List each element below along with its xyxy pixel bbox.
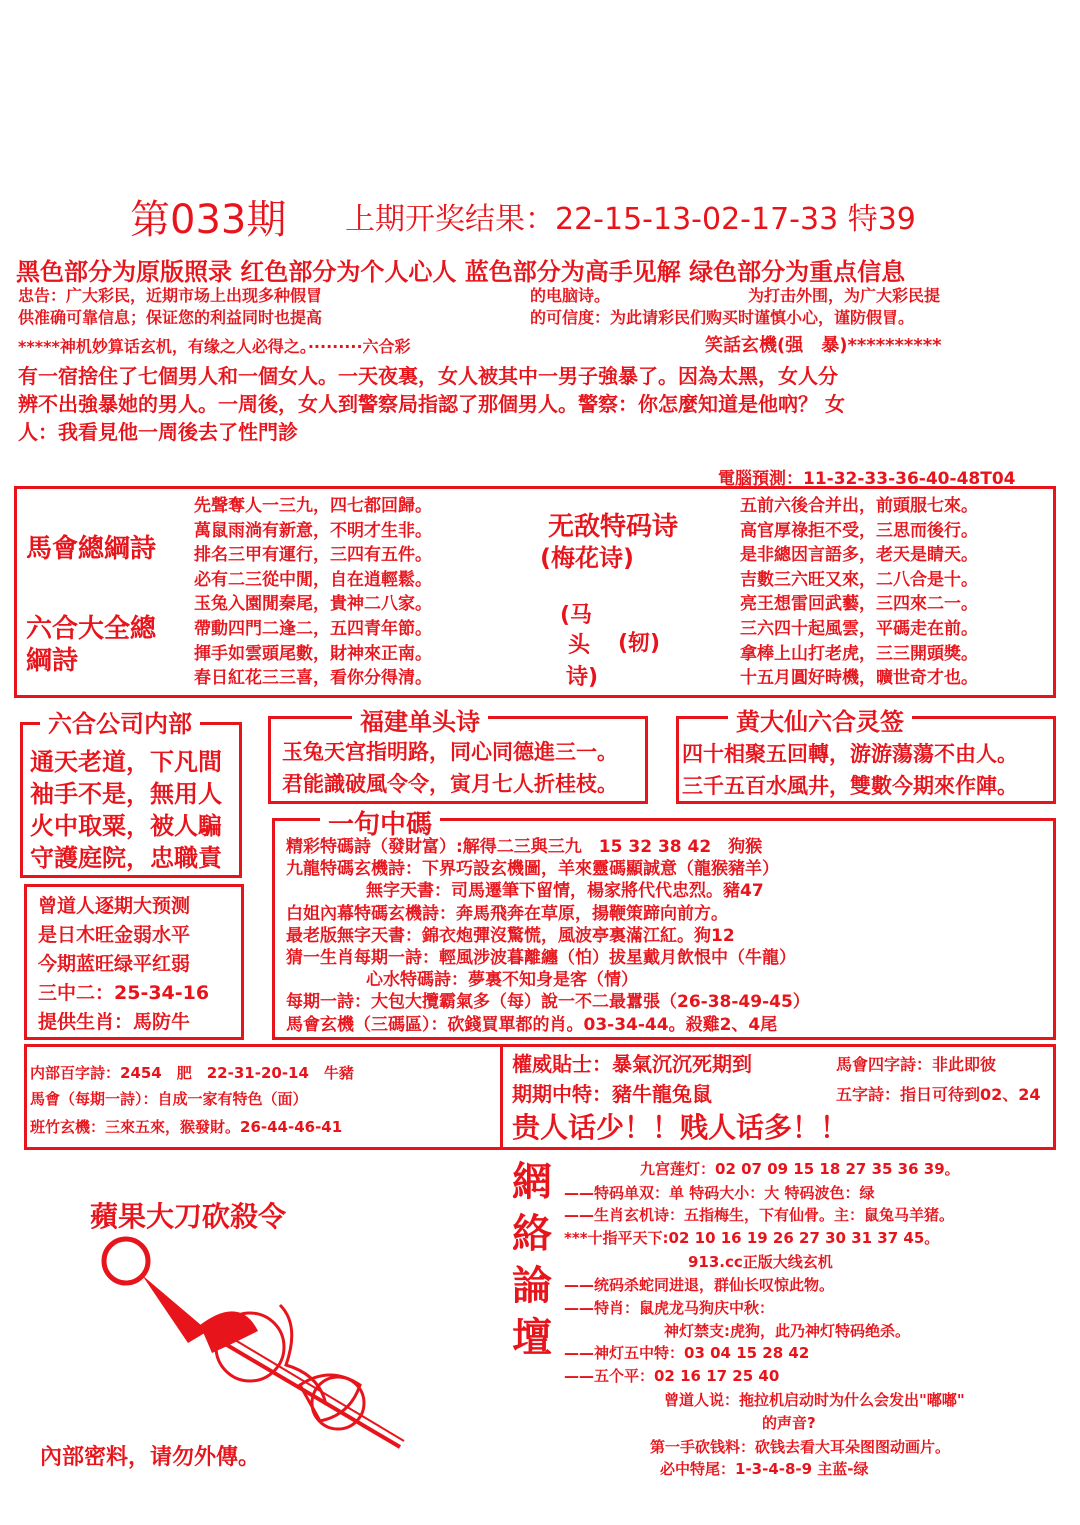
poem-line: 玉兔入園閒秦尾，貴神二八家。 xyxy=(194,594,432,615)
poem-line: 拿棒上山打老虎，三三開頭獎。 xyxy=(740,643,978,664)
inner-line-3: 班竹玄機：三來五來，猴發財。26-44-46-41 xyxy=(30,1118,343,1136)
yiju-line: 無字天書：司馬遷筆下留情，楊家將代代忠烈。豬47 xyxy=(366,881,764,902)
forum-line: ——五个平：02 16 17 25 40 xyxy=(564,1367,780,1385)
forum-line: ——特肖：鼠虎龙马狗庆中秋： xyxy=(564,1299,775,1317)
right-poem xyxy=(740,494,978,691)
poem-line: 揮手如雲頭尾數，財神來正南。 xyxy=(194,643,432,664)
company-line: 通天老道，下凡間 xyxy=(30,748,222,776)
company-title: 六合公司内部 xyxy=(40,704,200,739)
mid-title-2: (梅花诗) xyxy=(540,544,634,572)
huangdaxian-line-2: 三千五百水風井，雙數今期來作陣。 xyxy=(682,774,1018,798)
issue-number: 第033期 xyxy=(130,197,287,243)
huangdaxian-title: 黄大仙六合灵签 xyxy=(728,702,912,737)
knife-footer: 內部密料，请勿外傳。 xyxy=(40,1445,261,1470)
slogan: 贵人话少！！贱人话多！！ xyxy=(512,1111,849,1144)
forum-line: ——特码单双：单 特码大小：大 特码波色：绿 xyxy=(564,1184,875,1202)
joke-line-2: 辨不出強暴她的男人。一周後，女人到警察局指認了那個男人。警察：你怎麼知道是他吶？ 女 xyxy=(18,392,845,416)
notice-line2a: 供准确可靠信息；保证您的利益同时也提高 xyxy=(18,308,323,327)
poem-line: 必有二三從中閒，自在逍輕鬆。 xyxy=(194,569,432,590)
forum-title-char: 網 xyxy=(512,1159,552,1205)
inner-line-2: 馬會（每期一詩）：自成一家有特色（面） xyxy=(30,1090,308,1108)
forum-title xyxy=(512,1156,552,1364)
every-issue-special: 期期中特：豬牛龍兔鼠 xyxy=(512,1082,712,1106)
mid-sub-1: (马 xyxy=(560,603,593,628)
forum-title-char: 絡 xyxy=(512,1211,552,1257)
forum-line: 神灯禁支:虎狗，此乃神灯特码绝杀。 xyxy=(664,1322,911,1340)
forum-line: 913.cc正版大线玄机 xyxy=(688,1253,833,1271)
mid-sub-2: 头 xyxy=(568,633,591,658)
notice-line2b: 的可信度：为此请彩民们购买时谨慎小心，谨防假冒。 xyxy=(530,308,915,327)
huangdaxian-line-1: 四十相聚五回轉，游游蕩蕩不由人。 xyxy=(682,742,1018,766)
forum-line: ——统码杀蛇同进退，群仙长叹惊此物。 xyxy=(564,1276,835,1294)
yiju-line: 最老版無字天書：錦衣炮彈沒驚慌，風波亭裏滿江紅。狗12 xyxy=(286,925,735,946)
forum-line: ***十指平天下:02 10 16 19 26 27 30 31 37 45。 xyxy=(564,1229,940,1247)
forum-line: 第一手砍钱料：砍钱去看大耳朵图图动画片。 xyxy=(650,1438,951,1456)
sword-illustration xyxy=(90,1235,420,1455)
inner-divider xyxy=(500,1044,503,1150)
yiju-line: 猜一生肖每期一詩：輕風涉波暮離纏（怕）拔星戴月飲恨中（牛龍） xyxy=(286,948,796,969)
five-char-poem: 五字詩：指日可待到02、24 xyxy=(836,1085,1041,1104)
fujian-title: 福建单头诗 xyxy=(352,702,488,737)
color-legend: 黑色部分为原版照录 红色部分为个人心人 蓝色部分为高手见解 绿色部分为重点信息 xyxy=(16,258,906,286)
computer-prediction: 電腦預測：11-32-33-36-40-48T04 xyxy=(718,469,1016,489)
yiju-title: 一句中碼 xyxy=(320,804,440,841)
company-line: 袖手不是，無用人 xyxy=(30,780,222,808)
zengdao-lines xyxy=(38,892,209,1037)
yiju-line: 每期一詩：大包大攬霸氣多（每）說一不二最囂張（26-38-49-45） xyxy=(286,992,810,1013)
yiju-line: 心水特碼詩：夢裏不知身是客（情） xyxy=(366,970,638,991)
forum-title-char: 壇 xyxy=(512,1315,552,1361)
forum-line: 的声音? xyxy=(762,1414,816,1432)
poem-line: 帶動四門二逢二，五四青年節。 xyxy=(194,618,432,639)
banner-right: 笑話玄機(强 暴)********** xyxy=(705,335,942,356)
banner-left: *****神机妙算话玄机，有缘之人必得之。·········六合彩 xyxy=(18,337,411,356)
forum-line: 必中特尾：1-3-4-8-9 主蓝-绿 xyxy=(660,1460,869,1478)
poem-label-liuhe: 六合大全總綱詩 xyxy=(26,614,157,676)
mahui-four-char: 馬會四字詩：非此即彼 xyxy=(836,1055,997,1074)
yiju-line: 馬會玄機（三碼區）：砍錢買單都的肖。03-34-44。殺雞2、4尾 xyxy=(286,1014,778,1035)
forum-line: 曾道人说：拖拉机启动时为什么会发出"嘟嘟" xyxy=(664,1391,965,1409)
forum-line: ——生肖玄机诗：五指梅生，下有仙骨。主：鼠兔马羊猪。 xyxy=(564,1206,955,1224)
fujian-line-2: 君能識破風令令，寅月七人折桂枝。 xyxy=(282,772,618,796)
poem-line: 吉數三六旺又來，二八合是十。 xyxy=(740,569,978,590)
mid-sub-3: 诗) xyxy=(566,665,599,690)
poem-label-mahui: 馬會總綱詩 xyxy=(26,534,157,564)
poem-line: 先聲奪人一三九，四七都回歸。 xyxy=(194,496,432,516)
yiju-line: 九龍特碼玄機詩：下界巧設玄機圖，羊來靈碼顯誠意（龍猴豬羊） xyxy=(286,859,779,880)
poem-line: 五前六後合并出，前頭服七來。 xyxy=(740,496,978,516)
poem-line: 春日紅花三三喜，看你分得清。 xyxy=(194,668,432,689)
poem-line: 十五月圓好時機，曠世奇才也。 xyxy=(740,668,978,689)
fujian-line-1: 玉兔天宫指明路，同心同德進三一。 xyxy=(282,740,618,764)
poem-line: 高官厚祿拒不受，三思而後行。 xyxy=(740,520,978,541)
joke-line-1: 有一宿捨住了七個男人和一個女人。一天夜裏，女人被其中一男子強暴了。因為太黑，女人分 xyxy=(18,364,838,388)
joke-line-3: 人：我看見他一周後去了性門診 xyxy=(18,420,298,444)
forum-title-char: 論 xyxy=(512,1263,552,1309)
yiju-line: 白姐內幕特碼玄機詩：奔馬飛奔在草原，揚鞭策蹄向前方。 xyxy=(286,903,728,924)
left-poem xyxy=(194,494,432,691)
yiju-line: 精彩特碼詩（發財富）:解得二三與三九 15 32 38 42 狗猴 xyxy=(286,837,763,857)
last-result: 上期开奖结果：22-15-13-02-17-33 特39 xyxy=(345,202,916,237)
notice-line1c: 为打击外围，为广大彩民提 xyxy=(748,286,941,305)
mid-sub-4: (轫) xyxy=(618,631,661,656)
notice-line1a: 忠告：广大彩民，近期市场上出现多种假冒 xyxy=(18,286,323,305)
yiju-lines xyxy=(286,836,810,1036)
mid-title-1: 无敌特码诗 xyxy=(548,512,679,542)
zengdao-line: 是日木旺金弱水平 xyxy=(38,924,191,946)
company-line: 火中取粟，被人騙 xyxy=(30,812,222,840)
inner-line-1: 内部百字詩：2454 肥 22-31-20-14 牛豬 xyxy=(30,1064,354,1082)
zengdao-line: 曾道人逐期大预测 xyxy=(38,895,191,917)
company-lines xyxy=(30,746,222,874)
knife-title: 蘋果大刀砍殺令 xyxy=(90,1200,287,1233)
poem-line: 三六四十起風雲，平碼走在前。 xyxy=(740,618,978,639)
notice-line1b: 的电脑诗。 xyxy=(530,286,611,305)
zengdao-line: 提供生肖：馬防牛 xyxy=(38,1011,191,1033)
poem-line: 排名三甲有運行，三四有五件。 xyxy=(194,545,432,566)
company-line: 守護庭院，忠職責 xyxy=(30,844,222,872)
poem-line: 亮王想雷回武藝，三四來二一。 xyxy=(740,594,978,615)
authority-tip: 權威貼士：暴氣沉沉死期到 xyxy=(512,1052,752,1076)
zengdao-line: 今期蓝旺绿平红弱 xyxy=(38,953,191,975)
poem-line: 是非總因言語多，老天是睛天。 xyxy=(740,545,978,566)
poem-line: 萬鼠雨淌有新意，不明才生非。 xyxy=(194,520,432,541)
zengdao-line: 三中二：25-34-16 xyxy=(38,982,210,1004)
forum-line: ——神灯五中特：03 04 15 28 42 xyxy=(564,1344,810,1362)
forum-line: 九宫莲灯：02 07 09 15 18 27 35 36 39。 xyxy=(640,1160,960,1178)
